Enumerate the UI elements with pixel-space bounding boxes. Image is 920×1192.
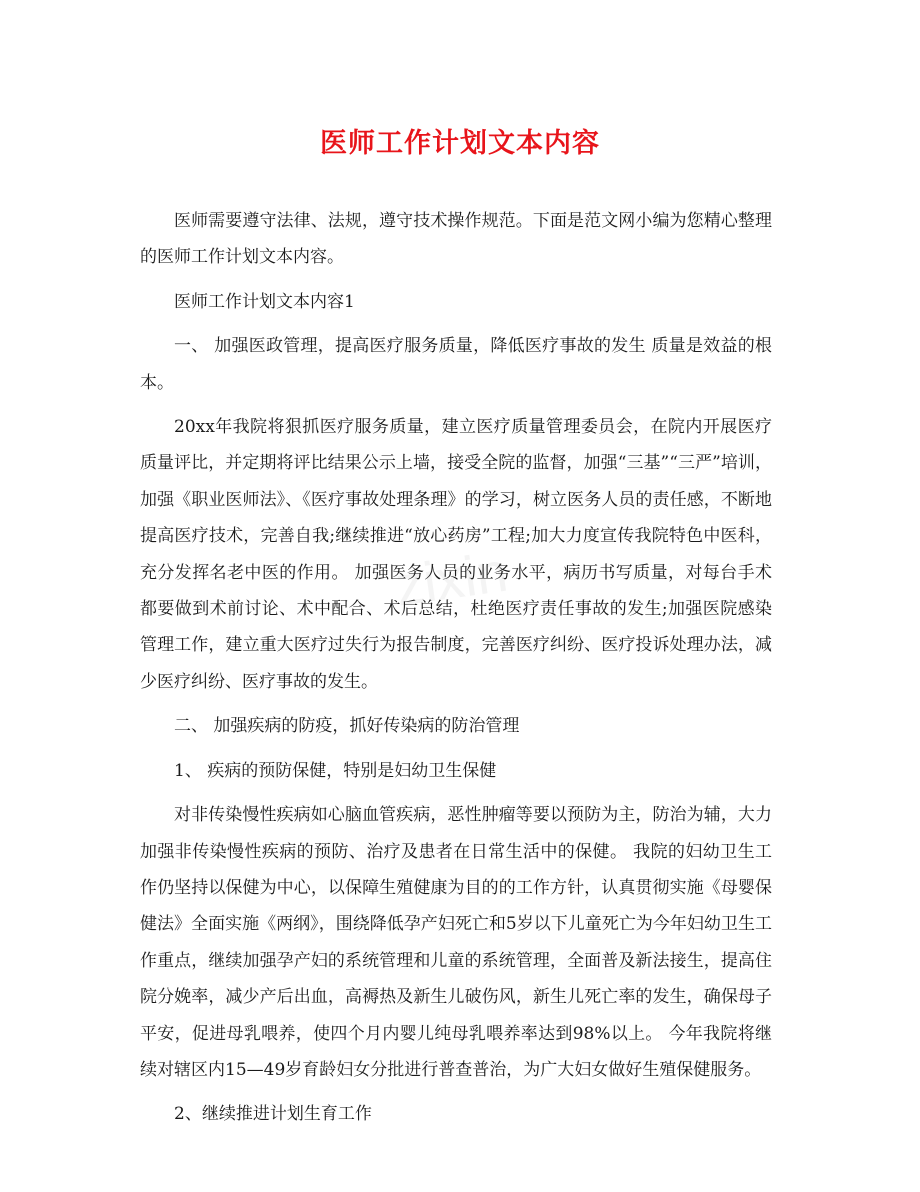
document-title: 医师工作计划文本内容 (320, 128, 600, 159)
paragraph-intro: 医师需要遵守法律、法规，遵守技术操作规范。下面是范文网小编为您精心整理的医师工作计划文本内容。 (140, 211, 772, 268)
paragraph-subitem-1-body: 对非传染慢性疾病如心脑血管疾病，恶性肿瘤等要以预防为主，防治为辅，大力加强非传染慢性疾病的预防、治疗及患者在日常生活中的保健。 我院的妇幼卫生工作仍坚持以保健为中心，以保障生殖健康为目的的工作方针，认真贯彻实施《母婴保健法》全面实施《两纲》，围绕降低孕产妇死亡和5岁以下儿童死亡为今年妇幼卫生工作重点，继续加强孕产妇的系统管理和儿童的系统管理，全面普及新法接生，提高住院分娩率，减少产后出血，高褥热及新生儿破伤风，新生儿死亡率的发生，确保母子平安，促进母乳喂养，使四个月内婴儿纯母乳喂养率达到98%以上。 今年我院将继续对辖区内15—49岁育龄妇女分批进行普查普治，为广大妇女做好生殖保健服务。 (140, 805, 772, 1080)
paragraph-subitem-2-heading: 2、继续推进计划生育工作 (174, 1104, 372, 1125)
document-body (140, 203, 772, 1141)
paragraph-subitem-1-heading: 1、 疾病的预防保健，特别是妇幼卫生保健 (174, 760, 497, 781)
watermark: zixin (391, 539, 512, 618)
paragraph-item-1-body: 20xx年我院将狠抓医疗服务质量，建立医疗质量管理委员会，在院内开展医疗质量评比，并定期将评比结果公示上墙，接受全院的监督，加强“三基”“三严”培训，加强《职业医师法》、《医疗事故处理条理》的学习，树立医务人员的责任感，不断地提高医疗技术，完善自我;继续推进“放心药房”工程;加大力度宣传我院特色中医科，充分发挥名老中医的作用。 加强医务人员的业务水平，病历书写质量，对每台手术都要做到术前讨论、术中配合、术后总结，杜绝医疗责任事故的发生;加强医院感染管理工作，建立重大医疗过失行为报告制度，完善医疗纠纷、医疗投诉处理办法，减少医疗纠纷、医疗事故的发生。 (140, 417, 772, 692)
paragraph-section-heading: 医师工作计划文本内容1 (174, 291, 355, 312)
paragraph-item-1-heading: 一、 加强医政管理，提高医疗服务质量，降低医疗事故的发生 质量是效益的根本。 (140, 336, 772, 393)
paragraph-item-2-heading: 二、 加强疾病的防疫，抓好传染病的防治管理 (174, 716, 520, 737)
